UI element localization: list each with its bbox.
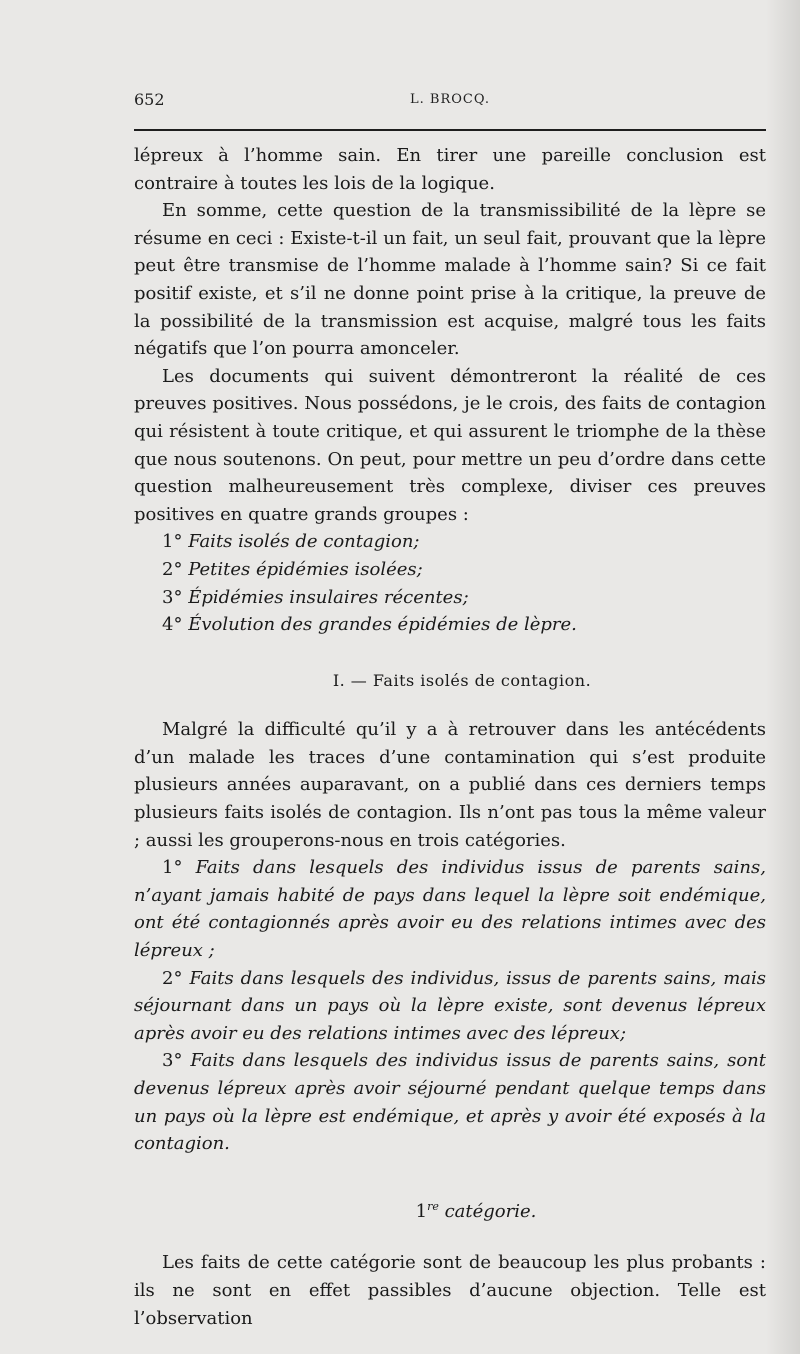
group-item-2: 2° Petites épidémies isolées; bbox=[162, 558, 423, 580]
category-item-1: 1° Faits dans lesquels des individus issus de parents sains, n’ayant jamais habité de pays dans lequel la lèpre soit endémique, ont été contagionnés après avoir eu des relations intimes avec des lépreux ; bbox=[134, 857, 766, 962]
category-heading: 1re catégorie. bbox=[415, 1199, 537, 1222]
page-header bbox=[134, 86, 766, 116]
section-title: I. — Faits isolés de contagion. bbox=[332, 670, 592, 690]
body-text bbox=[134, 142, 766, 1332]
paragraph-documents: Les documents qui suivent démontreront la réalité de ces preuves positives. Nous possédons, je le crois, des faits de contagion qui résistent à toute critique, et qui assurent le triomphe de la thèse que nous soutenons. On peut, pour mettre un peu d’ordre dans cette question malheureusement très complexe, diviser ces preuves positives en quatre grands groupes : bbox=[134, 365, 766, 525]
paragraph-continuation: lépreux à l’homme sain. En tirer une pareille conclusion est contraire à toutes les lois de la logique. bbox=[134, 145, 766, 194]
group-item-1: 1° Faits isolés de contagion; bbox=[162, 531, 420, 553]
paragraph-final: Les faits de cette catégorie sont de beaucoup les plus probants : ils ne sont en effet passibles d’aucune objection. Telle est l’observation bbox=[134, 1252, 766, 1329]
category-item-2: 2° Faits dans lesquels des individus, issus de parents sains, mais séjournant dans un pays où la lèpre existe, sont devenus lépreux après avoir eu des relations intimes avec des lépreux; bbox=[134, 967, 766, 1044]
category-item-3: 3° Faits dans lesquels des individus issus de parents sains, sont devenus lépreux après avoir séjourné pendant quelque temps dans un pays où la lèpre est endémique, et après y avoir été exposés à la contagion. bbox=[134, 1050, 766, 1155]
paragraph-section-intro: Malgré la difficulté qu’il y a à retrouver dans les antécédents d’un malade les traces d’une contamination qui s’est produite plusieurs années auparavant, on a publié dans ces derniers temps plusieurs faits isolés de contagion. Ils n’ont pas tous la même valeur ; aussi les grouperons-nous en trois catégories. bbox=[134, 719, 766, 851]
paragraph-transmissibility: En somme, cette question de la transmissibilité de la lèpre se résume en ceci : Existe-t-il un fait, un seul fait, prouvant que la lèpre peut être transmise de l’homme malade à l’homme sain? Si ce fait positif existe, et s’il ne donne point prise à la critique, la preuve de la possibilité de la transmission est acquise, malgré tous les faits négatifs que l’on pourra amonceler. bbox=[134, 200, 766, 360]
group-item-3: 3° Épidémies insulaires récentes; bbox=[162, 586, 469, 608]
running-head: L. BROCQ. bbox=[410, 92, 490, 107]
page-edge-shadow bbox=[766, 0, 800, 1354]
header-rule bbox=[134, 129, 766, 131]
page-number: 652 bbox=[134, 90, 165, 109]
group-item-4: 4° Évolution des grandes épidémies de lèpre. bbox=[162, 614, 577, 636]
